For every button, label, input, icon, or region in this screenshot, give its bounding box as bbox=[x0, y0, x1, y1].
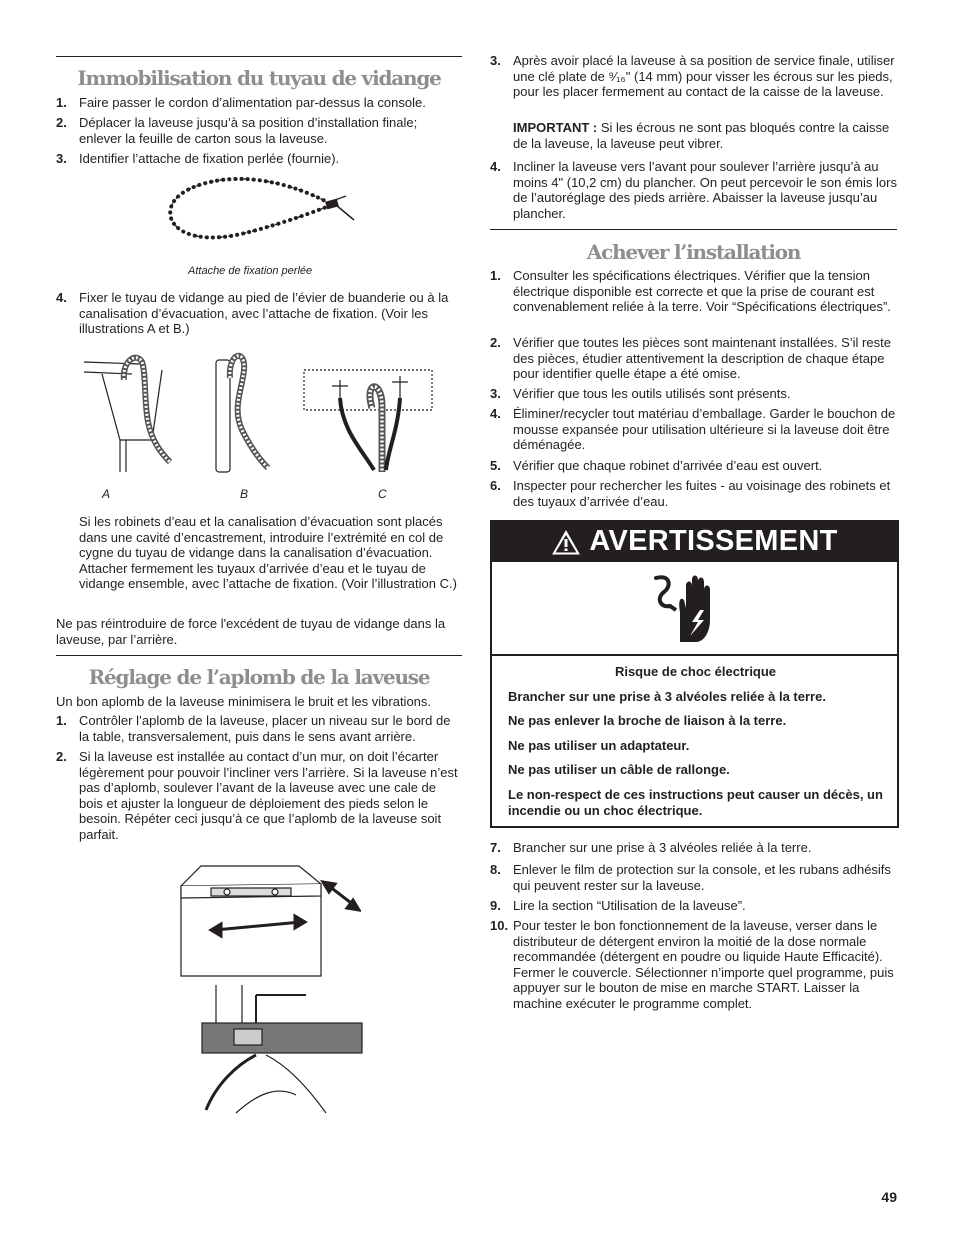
warning-line: Ne pas utiliser un adaptateur. bbox=[508, 737, 690, 753]
section-rule bbox=[490, 229, 897, 230]
section-rule bbox=[56, 655, 462, 656]
section-heading-leveling: Réglage de l’aplomb de la laveuse bbox=[88, 665, 430, 689]
drain-hose-illustrations bbox=[82, 350, 442, 476]
page-number: 49 bbox=[881, 1189, 897, 1205]
intro-paragraph: Un bon aplomb de la laveuse minimisera le bruit et les vibrations. bbox=[56, 694, 432, 709]
leg-adjust-illustration bbox=[196, 985, 376, 1115]
warning-box bbox=[490, 520, 899, 828]
washer-level-illustration bbox=[171, 858, 361, 978]
beaded-strap-illustration bbox=[161, 170, 361, 250]
illustration-label-b: B bbox=[240, 487, 249, 501]
warning-line: Brancher sur une prise à 3 alvéoles reliée à la terre. bbox=[508, 688, 826, 704]
section-heading-finish: Achever l’installation bbox=[586, 240, 801, 264]
note-paragraph: Si les robinets d’eau et la canalisation d’évacuation sont placés dans une cavité d’encastrement, introduire l’extrémité en col de cygne du tuyau de vidange dans la canalisation d’évacuation. Attacher fermement les tuyaux d’arrivée d’eau et le tuyau de vidange ensemble, avec l’attache de fixation. (Voir l’illustration C.) bbox=[79, 514, 457, 592]
warning-line: Risque de choc électrique bbox=[614, 664, 777, 679]
note-paragraph-2: Ne pas réintroduire de force l'excédent de tuyau de vidange dans la laveuse, par l’arrière. bbox=[56, 616, 446, 647]
warning-line: Ne pas enlever la broche de liaison à la terre. bbox=[508, 713, 787, 729]
strap-caption: Attache de fixation perlée bbox=[188, 265, 313, 277]
warning-icon-area bbox=[492, 562, 897, 656]
electric-shock-hand-icon bbox=[650, 572, 720, 644]
warning-line: Le non-respect de ces instructions peut causer un décès, un incendie ou un choc électrique. bbox=[508, 786, 883, 818]
section-heading-drain-hose: Immobilisation du tuyau de vidange bbox=[77, 66, 441, 90]
important-note bbox=[513, 120, 897, 151]
section-rule bbox=[56, 56, 462, 57]
important-text: Si les écrous ne sont pas bloqués contre la caisse de la laveuse, la laveuse peut vibrer. bbox=[513, 120, 890, 151]
warning-triangle-icon bbox=[551, 529, 581, 556]
warning-line: Ne pas utiliser un câble de rallonge. bbox=[508, 762, 730, 778]
warning-text bbox=[492, 656, 897, 826]
warning-title: AVERTISSEMENT bbox=[589, 525, 838, 558]
important-label: IMPORTANT : bbox=[513, 120, 598, 135]
illustration-label-a: A bbox=[102, 487, 111, 501]
warning-header bbox=[492, 522, 897, 562]
illustration-label-c: C bbox=[378, 487, 387, 501]
